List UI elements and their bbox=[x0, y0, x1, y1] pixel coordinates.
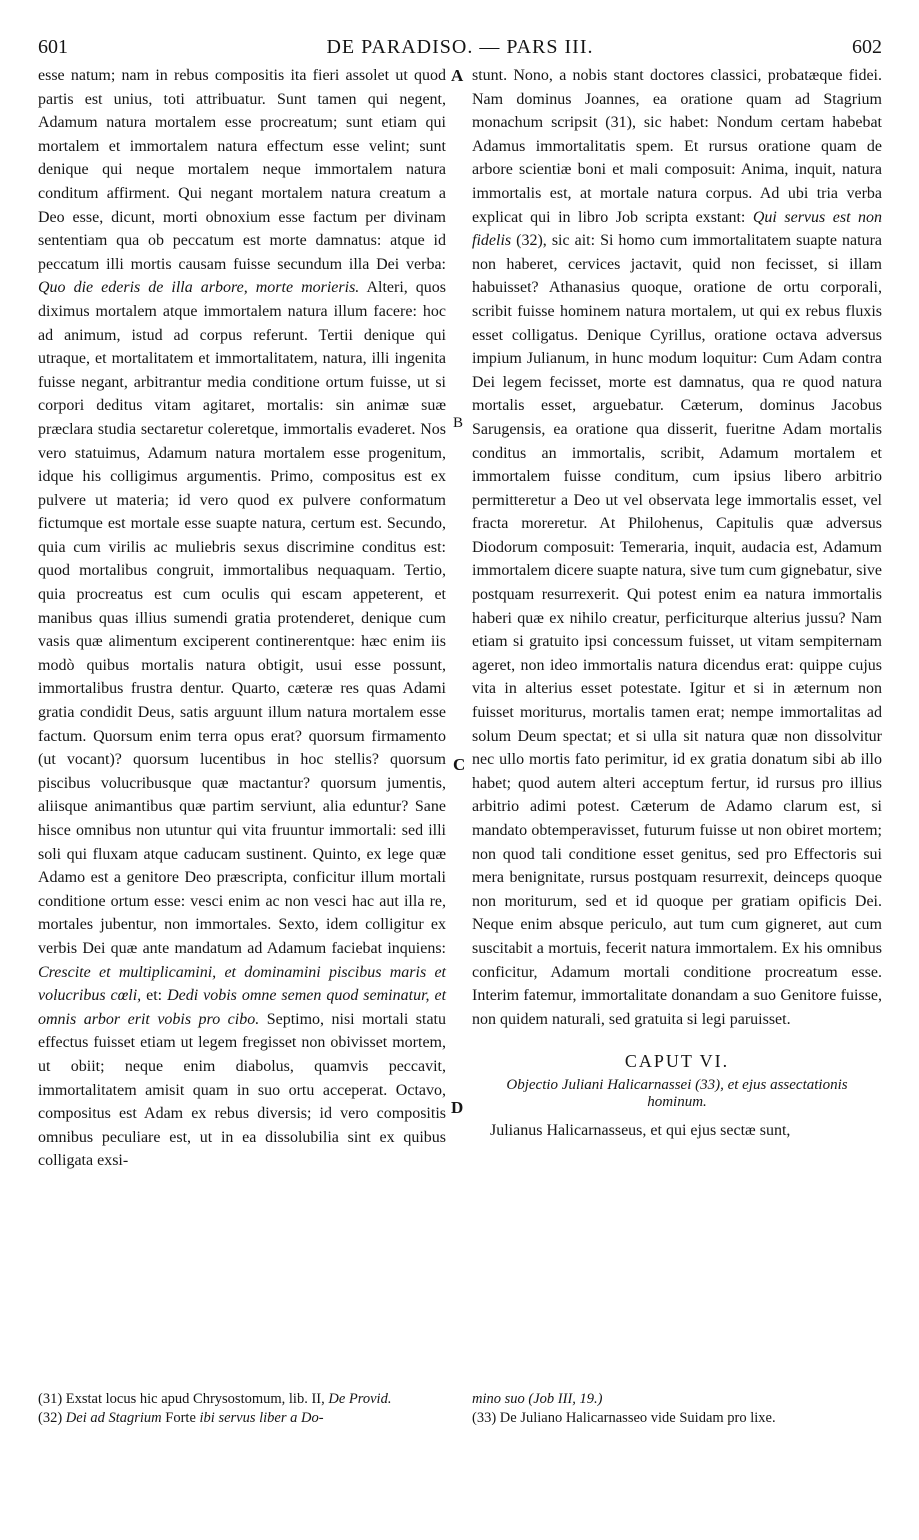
left-quote-dedi: Dedi vobis omne semen quod seminatur, et omnis arbor erit vobis pro cibo. bbox=[38, 987, 447, 1028]
chapter-body: Julianus Halicarnasseus, et qui ejus sectæ sunt, bbox=[490, 1122, 791, 1140]
left-column bbox=[38, 64, 446, 1173]
footnote-32-italic-1: Dei ad Stagrium bbox=[65, 1410, 162, 1426]
page-number-left: 601 bbox=[38, 36, 68, 58]
left-text-4: Septimo, nisi mortali statu effectus fuisset etiam ut legem fregisset non obivisset mortem, ut obiit; neque enim diabolus, quamvis peccavit, immortalitatem amisit quam in suo ortu acceperat. Octavo, compositus est Adam ex rebus diversis; id vero compositis omnibus peculiare est, ut in ea dissolubilia sint ex quibus colligata exsi- bbox=[38, 1010, 447, 1170]
chapter-title: CAPUT VI. bbox=[624, 1051, 730, 1072]
left-column-paragraph bbox=[38, 64, 446, 1173]
page-header bbox=[38, 34, 882, 60]
margin-marker-c: C bbox=[453, 755, 466, 774]
footnote-31 bbox=[38, 1390, 446, 1409]
footnote-31-cont: De Provid. bbox=[328, 1391, 392, 1407]
running-title: DE PARADISO. — PARS III. bbox=[326, 36, 594, 58]
page-number-right: 602 bbox=[852, 36, 882, 58]
right-column bbox=[472, 64, 882, 1143]
footnote-32-continued: mino suo (Job III, 19.) bbox=[472, 1391, 603, 1407]
right-text-2: (32), sic ait: Si homo cum immortalitatem suapte natura non haberet, cervices jactavit, quid non fecisset, si illam habuisset? Athanasius quoque, oratione de ortu corporali, scribit fuisse hominem natura mortalem, ut qui ex rebus fluxis esset colligatus. Denique Cyrillus, oratione octava adversus impium Julianum, in hunc modum loquitur: Cum Adam contra Dei legem fecisset, morte est damnatus, qua re quod natura mortalis esset, arguebatur. Cæterum, dominus Jacobus Sarugensis, ea oratione qua disserit, fueritne Adam mortalis conditus an immortalis, scribit, Adamum mortalem et immortalem fuisse conditum, cum ipsius libero arbitrio permitteretur a Deo ut vel observata lege immortalis esset, vel fracta moreretur. At Philohenus, Capitulis quæ adversus Diodorum composuit: Temeraria, inquit, audacia est, Adamum immortalem dicere suapte natura, sive tum cum gignebatur, sive postquam resurrexerit. Qui potest enim ea natura immortalis haberi quæ ex nihilo creatur, perficiturque alterius jussu? Nam etiam si gratuito ipsi concessum fuisset, ut vitam sempiternam ageret, non ideo immortalis natura dicendus erat: quippe cujus vita in alterius esset potestate. Igitur et si in æternum non fuisset moriturus, mortalis tamen erat; nempe immortalitas ad solum Deum spectat; et si ulla sit natura quæ non dissolvitur nec ullo mortis fato perimitur, id ex gratia donatum sibi ab illo habet; quod autem alteri acceptum fertur, id rursus pro illius arbitrio adimi potest. Cæterum de Adamo clarum est, si mandato obtemperavisset, futurum fuisse ut non obiret mortem; non quod tali conditione esset genitus, sed pro Effectoris sui mera benignitate, rursus postquam resurrexit, deinceps quoque non moriturum, sed et id quoque per gratiam opificis Dei. Neque enim absque periculo, aut tum cum gigneret, aut cum suscitabit a mortuis, fecerit natura immortalem. Ex his omnibus conficitur, Adamum mortali conditione procreatum esse. Interim fatemur, immortalitate donandam a suo Genitore fuisse, non quidem naturali, sed gratuita si legi paruisset. bbox=[472, 232, 883, 1028]
margin-marker-a: A bbox=[451, 66, 464, 85]
right-column-paragraph bbox=[472, 64, 882, 1031]
footnote-32-italic-2: ibi servus liber a Do- bbox=[199, 1410, 324, 1426]
right-quote-job: Qui servus est non fidelis bbox=[472, 208, 883, 250]
footnote-31-text: (31) Exstat locus hic apud Chrysostomum, lib. II, bbox=[38, 1391, 325, 1407]
footnotes-left bbox=[38, 1390, 446, 1428]
left-text-2: Alteri, quos diximus mortalem atque immortalem natura illum facere: hoc ad animum, istud ad corpus referunt. Tertii denique qui utraque, et mortalitatem et immortalitatem, natura, illi ingenita fuisse negant, arbitrantur media conditione ortum fuisse, ut si corpori deditus vitam agitaret, mortalis: sin animæ suæ præclara studia sectaretur coleretque, immortalis evaderet. Nos vero statuimus, Adamum natura mortalem esse progenitum, idque his colligimus argumentis. Primo, compositus est ex pulvere ut materia; id vero quod ex pulvere conformatum fictumque est mortale esse suapte natura, certum est. Secundo, quia cum virilis ac muliebris sexus discrimine conditus est: quod mortalibus congruit, immortalibus nequaquam. Tertio, quia procreatus est cum oculis qui escam appeterent, et manibus quas illius sumendi gratia protenderet, denique cum vasis quæ alimentum exciperent continerentque: hæc enim iis modò quibus mortalis natura obtigit, usui esse possunt, immortalibus frustra dentur. Quarto, cæteræ res quas Adami gratia condidit Deus, satis arguunt illum natura mortalem esse factum. Quorsum enim terra opus erat? quorsum firmamento (ut vocant)? quorsum lucentibus in hoc stellis? quorsum piscibus volucribusque quæ mactantur? quorsum jumentis, aliisque animantibus quæ partim serviunt, alia eduntur? Sane hisce omnibus non utuntur qui vita fruuntur immortali: sed illi soli qui fluxam atque caducam sustinent. Quinto, ex lege quæ Adamo est a genitore Deo præscripta, conficitur illum mortali conditione ortum esse: vesci enim ac non vesci hac aut illa re, mortales jubentur, non immortales. Sexto, idem colligitur ex verbis Dei quæ ante mandatum ad Adamum faciebat inquiens: bbox=[38, 279, 447, 957]
footnote-32-roman: Forte bbox=[165, 1410, 196, 1426]
left-text-3: et: bbox=[146, 987, 163, 1005]
left-text-1: esse natum; nam in rebus compositis ita fieri assolet ut quod partis est unius, toti attribuatur. Sunt tamen qui negent, Adamum natura mortalem esse procreatum; sunt etiam qui mortalem et immortalem natura effectum esse velint; sunt denique qui neque mortalem neque immortalem natura conditum affirment. Qui negant mortalem natura creatum a Deo esse, dicunt, morti obnoxium esse factum per divinam sententiam qua ob peccatum est morte damnatus: atque id peccatum illi mortis causam fuisse secundum illa Dei verba: bbox=[38, 67, 446, 273]
footnote-32 bbox=[38, 1409, 446, 1428]
footnote-33: (33) De Juliano Halicarnasseo vide Suidam pro lixe. bbox=[472, 1410, 776, 1426]
right-text-1: stunt. Nono, a nobis stant doctores classici, probatæque fidei. Nam dominus Joannes, ea oratione quam ad Stagrium monachum scripsit (31), sic habet: Nondum certam habebat Adamus immortalitatis spem. Et rursus oratione quam de arbore scientiæ boni et mali composuit: Anima, inquit, natura immortalis est, at mortale natura corpus. Ad ubi tria verba explicat qui in libro Job scripta exstant: bbox=[472, 67, 882, 226]
margin-marker-b: B bbox=[453, 415, 464, 431]
margin-marker-d: D bbox=[451, 1098, 464, 1117]
left-quote-crescite: Crescite et multiplicamini, et dominamini piscibus maris et volucribus cœli, bbox=[38, 963, 446, 1005]
left-quote-genesis: Quo die ederis de illa arbore, morte morieris. bbox=[38, 279, 360, 297]
footnotes-right bbox=[472, 1390, 882, 1428]
footnote-32-number: (32) bbox=[38, 1410, 63, 1426]
chapter-subtitle: Objectio Juliani Halicarnassei (33), et ejus assectationis hominum. bbox=[506, 1077, 848, 1111]
